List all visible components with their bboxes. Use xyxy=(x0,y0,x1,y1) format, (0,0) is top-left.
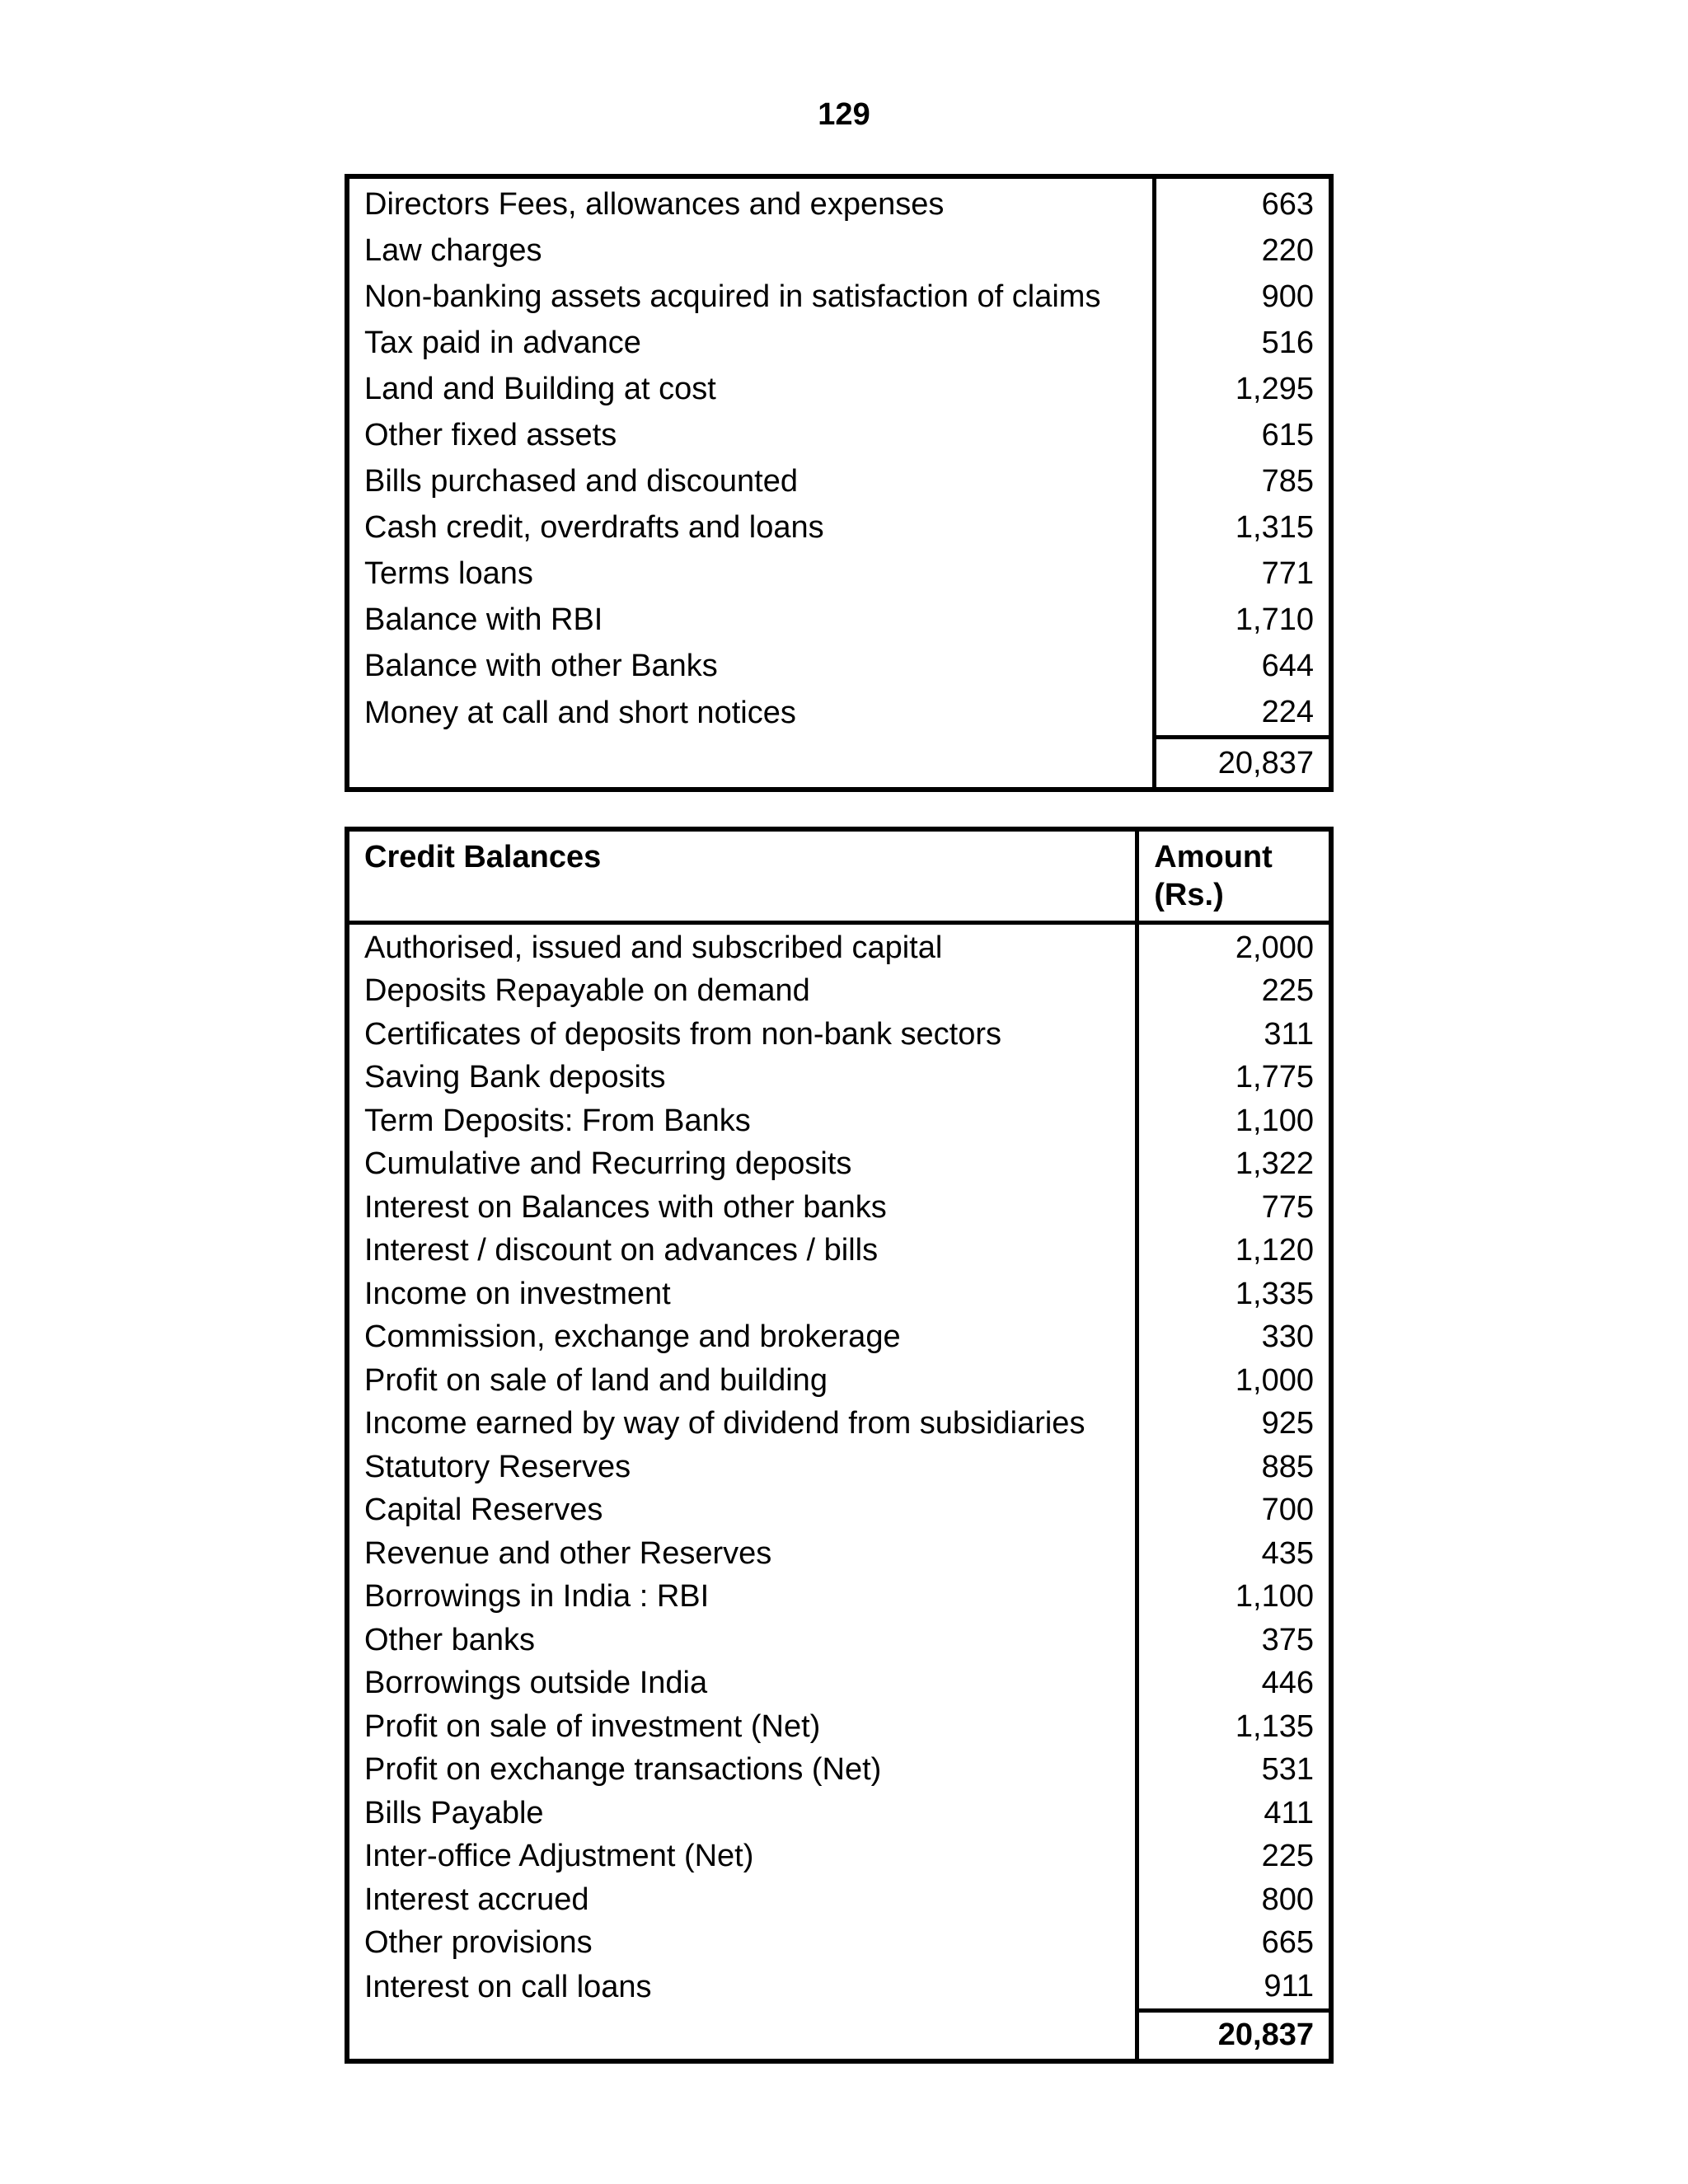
row-amount: 311 xyxy=(1137,1013,1331,1057)
row-amount: 411 xyxy=(1137,1792,1331,1835)
row-label: Profit on exchange transactions (Net) xyxy=(364,1752,882,1788)
table-row xyxy=(347,1272,1331,1316)
table-row xyxy=(347,1749,1331,1793)
table-row xyxy=(347,1057,1331,1100)
row-amount: 775 xyxy=(1137,1186,1331,1230)
debit-balances-table xyxy=(345,174,1334,792)
row-amount: 435 xyxy=(1137,1532,1331,1576)
row-label: Other fixed assets xyxy=(364,417,617,452)
total-row xyxy=(347,738,1331,790)
amount-heading-line1: Amount xyxy=(1154,840,1273,874)
table-row xyxy=(347,1878,1331,1922)
row-amount: 1,100 xyxy=(1137,1576,1331,1619)
table-row xyxy=(347,1792,1331,1835)
total-amount: 20,837 xyxy=(1155,738,1331,790)
row-label: Cash credit, overdrafts and loans xyxy=(364,509,824,545)
table-row xyxy=(347,366,1331,412)
row-label: Income on investment xyxy=(364,1276,671,1311)
row-label: Tax paid in advance xyxy=(364,325,641,360)
row-label: Directors Fees, allowances and expenses xyxy=(364,186,945,222)
row-amount: 1,100 xyxy=(1137,1099,1331,1143)
row-amount: 1,710 xyxy=(1155,597,1331,643)
row-amount: 700 xyxy=(1137,1489,1331,1533)
total-row xyxy=(347,2010,1331,2061)
table-row xyxy=(347,1143,1331,1187)
table-row xyxy=(347,551,1331,597)
table-row xyxy=(347,1230,1331,1273)
row-amount: 615 xyxy=(1155,412,1331,458)
debit-table-body xyxy=(347,176,1331,790)
row-label: Capital Reserves xyxy=(364,1493,603,1528)
row-amount: 663 xyxy=(1155,181,1331,227)
row-amount: 771 xyxy=(1155,551,1331,597)
row-label: Balance with RBI xyxy=(364,602,603,637)
row-label: Bills purchased and discounted xyxy=(364,463,799,499)
table-row xyxy=(347,227,1331,274)
row-label: Profit on sale of land and building xyxy=(364,1362,828,1398)
table-row xyxy=(347,926,1331,970)
row-label: Law charges xyxy=(364,232,542,268)
row-amount: 1,322 xyxy=(1137,1143,1331,1187)
table-row xyxy=(347,1489,1331,1533)
table-row xyxy=(347,643,1331,689)
total-amount: 20,837 xyxy=(1137,2010,1331,2061)
page-number: 129 xyxy=(818,97,870,132)
row-label: Profit on sale of investment (Net) xyxy=(364,1708,821,1744)
row-amount: 1,315 xyxy=(1155,504,1331,551)
table-row xyxy=(347,1013,1331,1057)
amount-heading-line2: (Rs.) xyxy=(1154,878,1224,912)
row-amount: 1,295 xyxy=(1155,366,1331,412)
row-label: Land and Building at cost xyxy=(364,371,716,406)
row-amount: 1,000 xyxy=(1137,1359,1331,1403)
row-amount: 800 xyxy=(1137,1878,1331,1922)
row-label: Interest accrued xyxy=(364,1882,589,1917)
row-label: Inter-office Adjustment (Net) xyxy=(364,1839,754,1874)
row-label: Terms loans xyxy=(364,555,533,591)
row-label: Saving Bank deposits xyxy=(364,1060,666,1095)
row-label: Income earned by way of dividend from subsidiaries xyxy=(364,1406,1085,1441)
table-row xyxy=(347,1446,1331,1489)
table-row xyxy=(347,597,1331,643)
row-amount: 2,000 xyxy=(1137,926,1331,970)
table-row xyxy=(347,1705,1331,1749)
row-amount: 225 xyxy=(1137,1835,1331,1879)
table-row xyxy=(347,1099,1331,1143)
row-amount: 925 xyxy=(1137,1403,1331,1446)
table-row xyxy=(347,1835,1331,1879)
row-amount: 375 xyxy=(1137,1619,1331,1662)
table-row xyxy=(347,1403,1331,1446)
row-amount: 225 xyxy=(1137,970,1331,1014)
row-amount: 1,135 xyxy=(1137,1705,1331,1749)
row-amount: 785 xyxy=(1155,458,1331,504)
table-row xyxy=(347,181,1331,227)
credit-balances-heading: Credit Balances xyxy=(347,829,1137,923)
row-amount: 224 xyxy=(1155,689,1331,738)
row-amount: 665 xyxy=(1137,1922,1331,1966)
table-row xyxy=(347,1965,1331,2010)
row-amount: 516 xyxy=(1155,320,1331,366)
credit-table-header xyxy=(347,829,1331,923)
table-row xyxy=(347,1186,1331,1230)
row-label: Certificates of deposits from non-bank sectors xyxy=(364,1016,1002,1052)
row-amount: 900 xyxy=(1155,274,1331,320)
row-amount: 644 xyxy=(1155,643,1331,689)
table-row xyxy=(347,1922,1331,1966)
row-amount: 1,335 xyxy=(1137,1272,1331,1316)
table-row xyxy=(347,1576,1331,1619)
table-row xyxy=(347,412,1331,458)
row-amount: 330 xyxy=(1137,1316,1331,1360)
table-row xyxy=(347,1619,1331,1662)
row-label: Statutory Reserves xyxy=(364,1449,631,1484)
row-label: Interest / discount on advances / bills xyxy=(364,1233,879,1268)
row-label: Other banks xyxy=(364,1622,535,1657)
row-label: Borrowings in India : RBI xyxy=(364,1579,710,1615)
table-row xyxy=(347,1359,1331,1403)
row-label: Non-banking assets acquired in satisfaction of claims xyxy=(364,279,1101,314)
table-row xyxy=(347,458,1331,504)
row-label: Balance with other Banks xyxy=(364,648,718,683)
row-label: Term Deposits: From Banks xyxy=(364,1103,751,1138)
amount-heading xyxy=(1137,829,1331,923)
row-label: Authorised, issued and subscribed capital xyxy=(364,930,943,965)
row-amount: 531 xyxy=(1137,1749,1331,1793)
row-amount: 911 xyxy=(1137,1965,1331,2010)
row-label: Bills Payable xyxy=(364,1795,544,1830)
row-label: Commission, exchange and brokerage xyxy=(364,1319,901,1355)
table-row xyxy=(347,1316,1331,1360)
table-row xyxy=(347,1662,1331,1706)
table-row xyxy=(347,274,1331,320)
table-row xyxy=(347,970,1331,1014)
row-label: Interest on Balances with other banks xyxy=(364,1189,887,1225)
row-amount: 220 xyxy=(1155,227,1331,274)
table-row xyxy=(347,504,1331,551)
credit-balances-table xyxy=(345,827,1334,2064)
row-amount: 1,120 xyxy=(1137,1230,1331,1273)
row-amount: 885 xyxy=(1137,1446,1331,1489)
row-label: Deposits Repayable on demand xyxy=(364,973,810,1009)
table-row xyxy=(347,1532,1331,1576)
row-label: Revenue and other Reserves xyxy=(364,1535,772,1571)
row-amount: 1,775 xyxy=(1137,1057,1331,1100)
row-label: Money at call and short notices xyxy=(364,695,796,730)
table-row xyxy=(347,689,1331,738)
table-row xyxy=(347,320,1331,366)
row-label: Cumulative and Recurring deposits xyxy=(364,1146,852,1182)
row-label: Interest on call loans xyxy=(364,1970,652,2004)
row-label: Borrowings outside India xyxy=(364,1666,708,1701)
credit-table-body xyxy=(347,829,1331,2061)
row-amount: 446 xyxy=(1137,1662,1331,1706)
row-label: Other provisions xyxy=(364,1925,593,1961)
